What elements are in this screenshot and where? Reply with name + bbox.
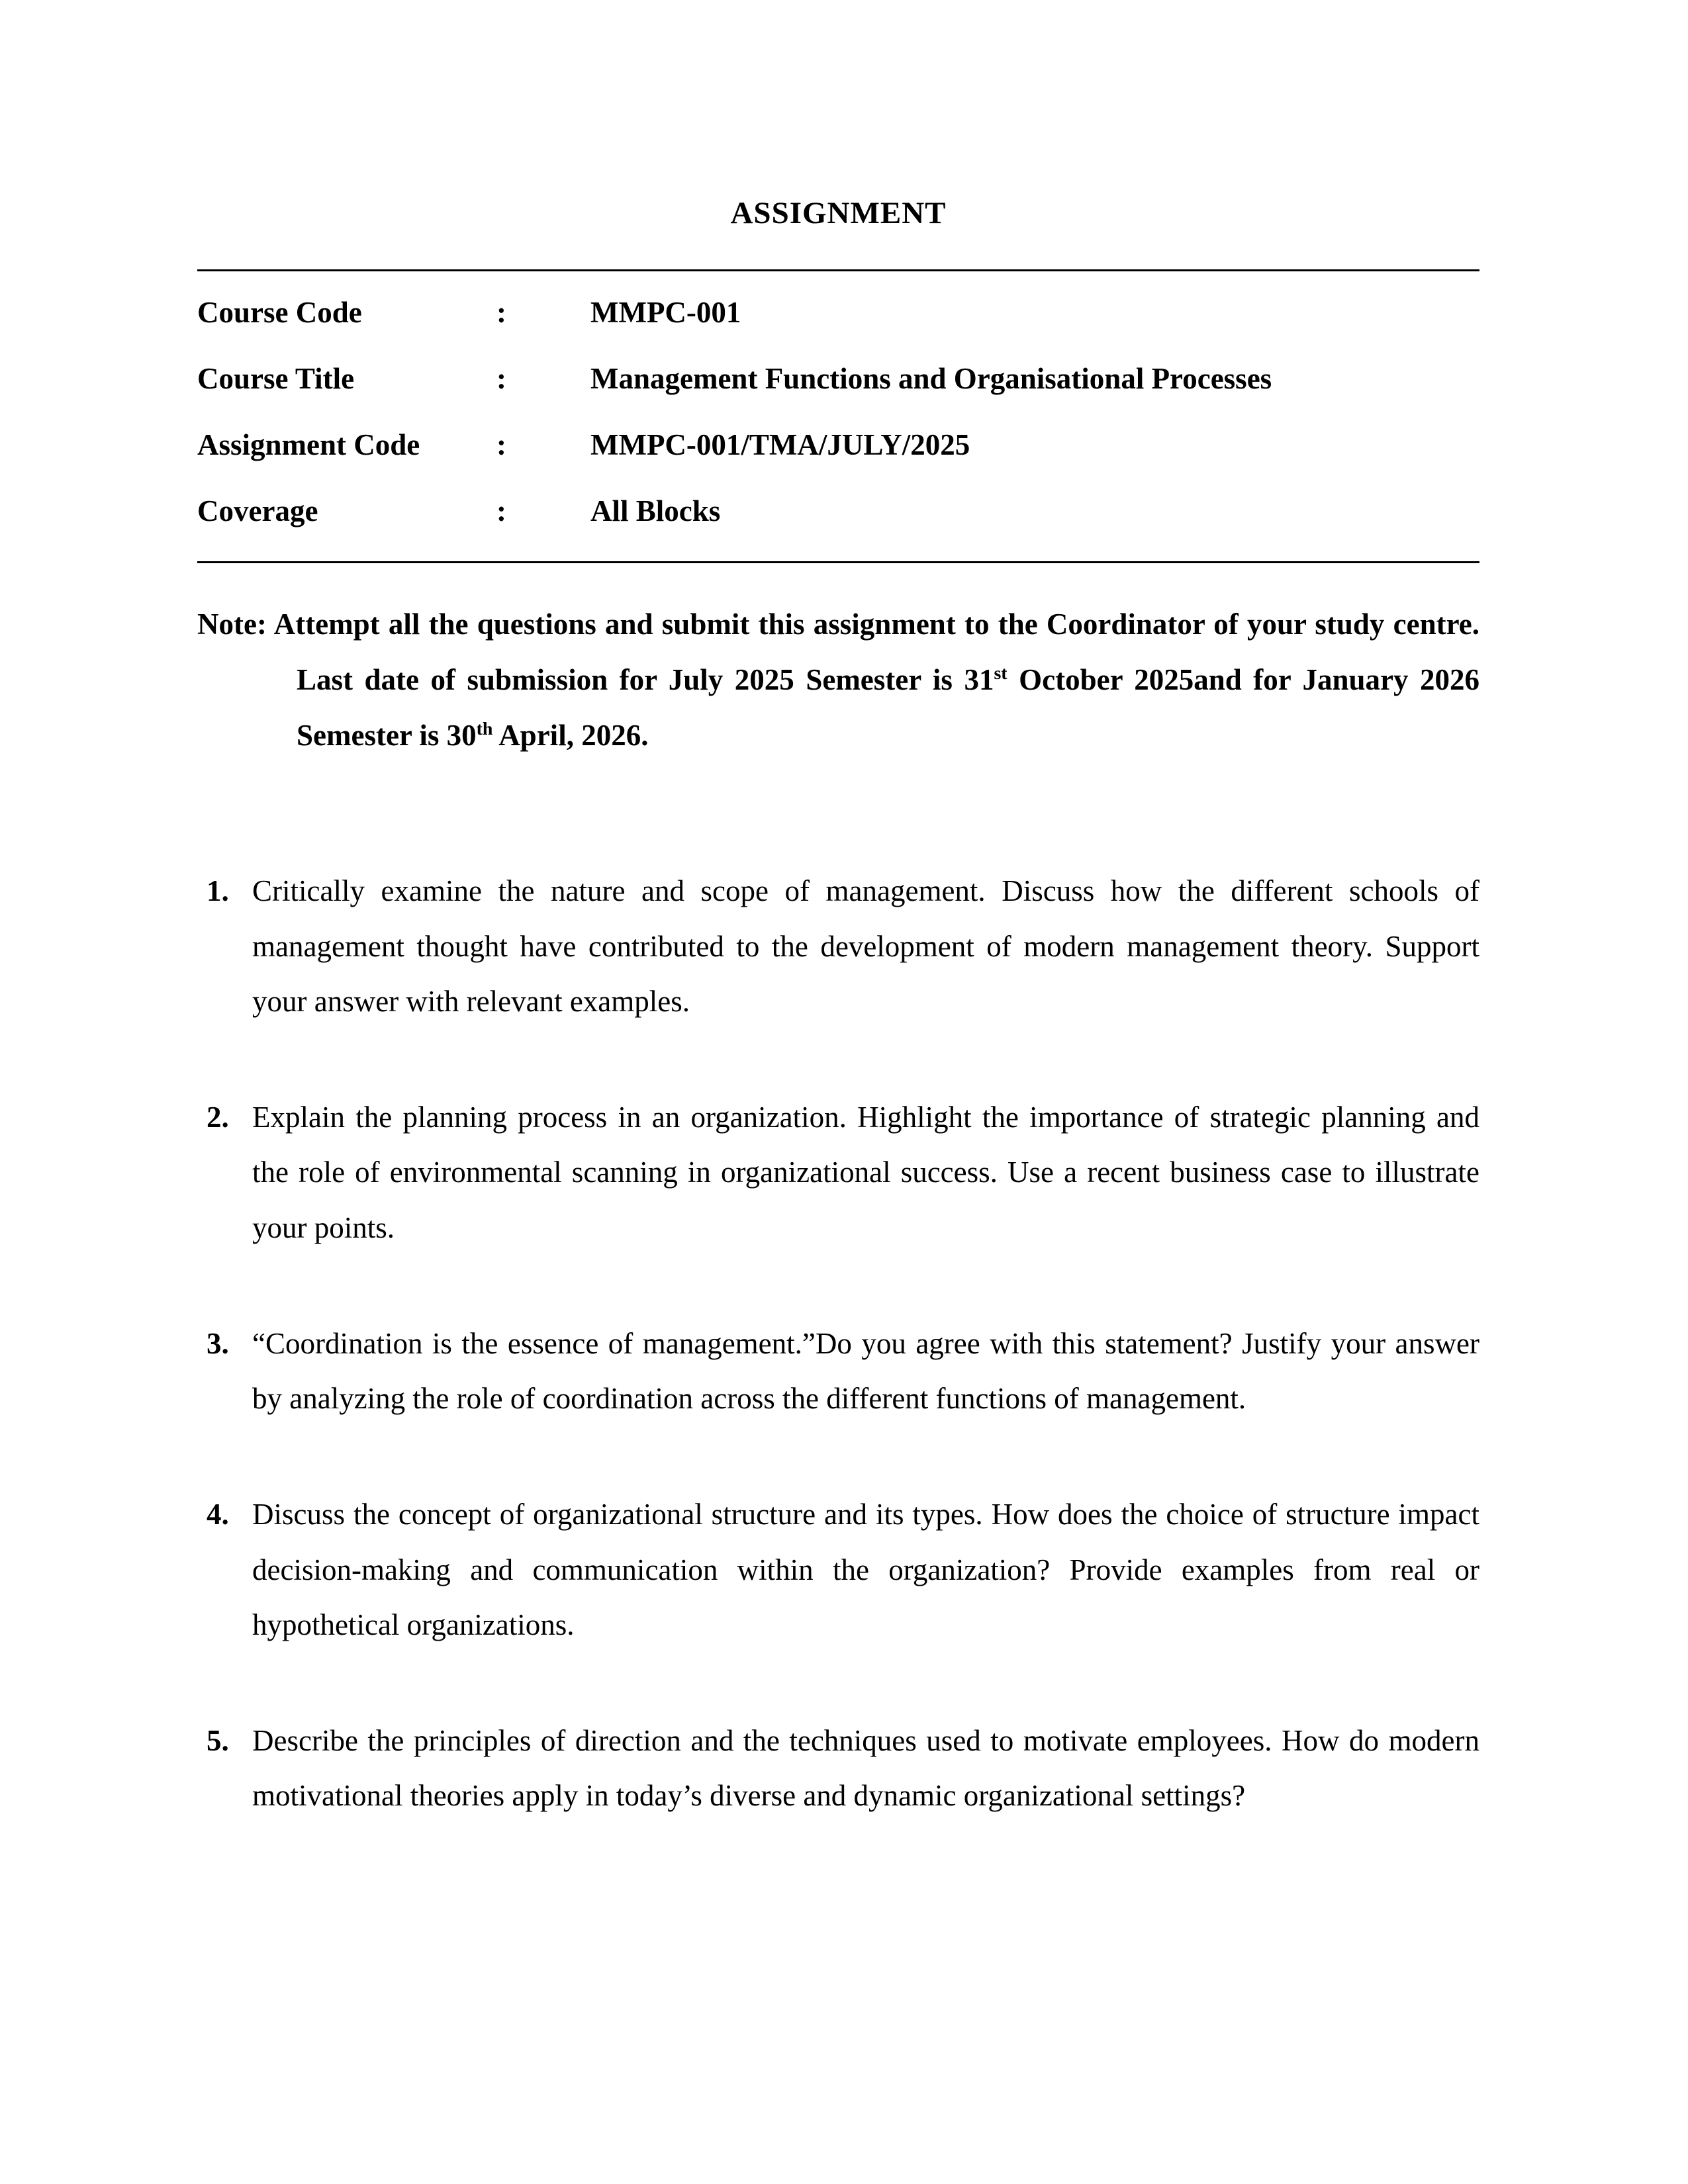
question-item-3 xyxy=(197,1316,1479,1427)
row-separator: : xyxy=(496,362,506,395)
row-label: Course Code xyxy=(197,296,362,329)
question-item-5 xyxy=(197,1713,1479,1824)
row-separator: : xyxy=(496,428,506,461)
row-value: Management Functions and Organisational Processes xyxy=(590,362,1272,395)
table-row-coverage xyxy=(197,478,1479,544)
question-number: 1. xyxy=(207,874,229,908)
table-row-assignment-code xyxy=(197,412,1479,478)
superscript-st: st xyxy=(994,663,1008,684)
assignment-document xyxy=(197,0,1479,1885)
note-text-3: April, 2026. xyxy=(492,719,649,752)
row-value: MMPC-001 xyxy=(590,296,741,329)
note-text-2: October 2025and for January 2026 Semester is 30 xyxy=(297,663,1479,752)
row-label: Coverage xyxy=(197,494,318,527)
question-item-4 xyxy=(197,1487,1479,1653)
question-text: Describe the principles of direction and the techniques used to motivate employees. How do modern motivational theories apply in today’s diverse and dynamic organizational settings? xyxy=(252,1724,1479,1813)
row-separator: : xyxy=(496,296,506,329)
questions-list xyxy=(197,864,1479,1823)
row-separator: : xyxy=(496,494,506,527)
superscript-th: th xyxy=(476,719,493,740)
question-text: Explain the planning process in an organization. Highlight the importance of strategic planning and the role of environmental scanning in organizational success. Use a recent business case to illustrate your points. xyxy=(252,1101,1479,1244)
note-text-1: Attempt all the questions and submit this assignment to the Coordinator of your study centre. Last date of submission for July 2025 Semester is 31 xyxy=(266,608,1479,697)
table-row-course-title xyxy=(197,345,1479,412)
row-label: Assignment Code xyxy=(197,428,420,461)
note-label: Note: xyxy=(197,608,267,641)
question-number: 4. xyxy=(207,1498,229,1531)
question-number: 3. xyxy=(207,1326,229,1360)
note-paragraph xyxy=(197,596,1479,763)
table-row-course-code xyxy=(197,279,1479,345)
question-item-1 xyxy=(197,864,1479,1029)
question-number: 2. xyxy=(207,1101,229,1134)
row-value: All Blocks xyxy=(590,494,721,527)
course-info-table xyxy=(197,269,1479,563)
question-item-2 xyxy=(197,1090,1479,1255)
question-text: “Coordination is the essence of management.”Do you agree with this statement? Justify your answer by analyzing the role of coordination across the different functions of management. xyxy=(252,1326,1479,1416)
row-value: MMPC-001/TMA/JULY/2025 xyxy=(590,428,970,461)
row-label: Course Title xyxy=(197,362,355,395)
question-number: 5. xyxy=(207,1724,229,1758)
question-text: Critically examine the nature and scope of management. Discuss how the different schools of management thought have contributed to the development of modern management theory. Support your answer with relevant examples. xyxy=(252,874,1479,1018)
page-title: ASSIGNMENT xyxy=(730,196,947,230)
question-text: Discuss the concept of organizational structure and its types. How does the choice of structure impact decision-making and communication within the organization? Provide examples from real or hypothetical organizations. xyxy=(252,1498,1479,1641)
